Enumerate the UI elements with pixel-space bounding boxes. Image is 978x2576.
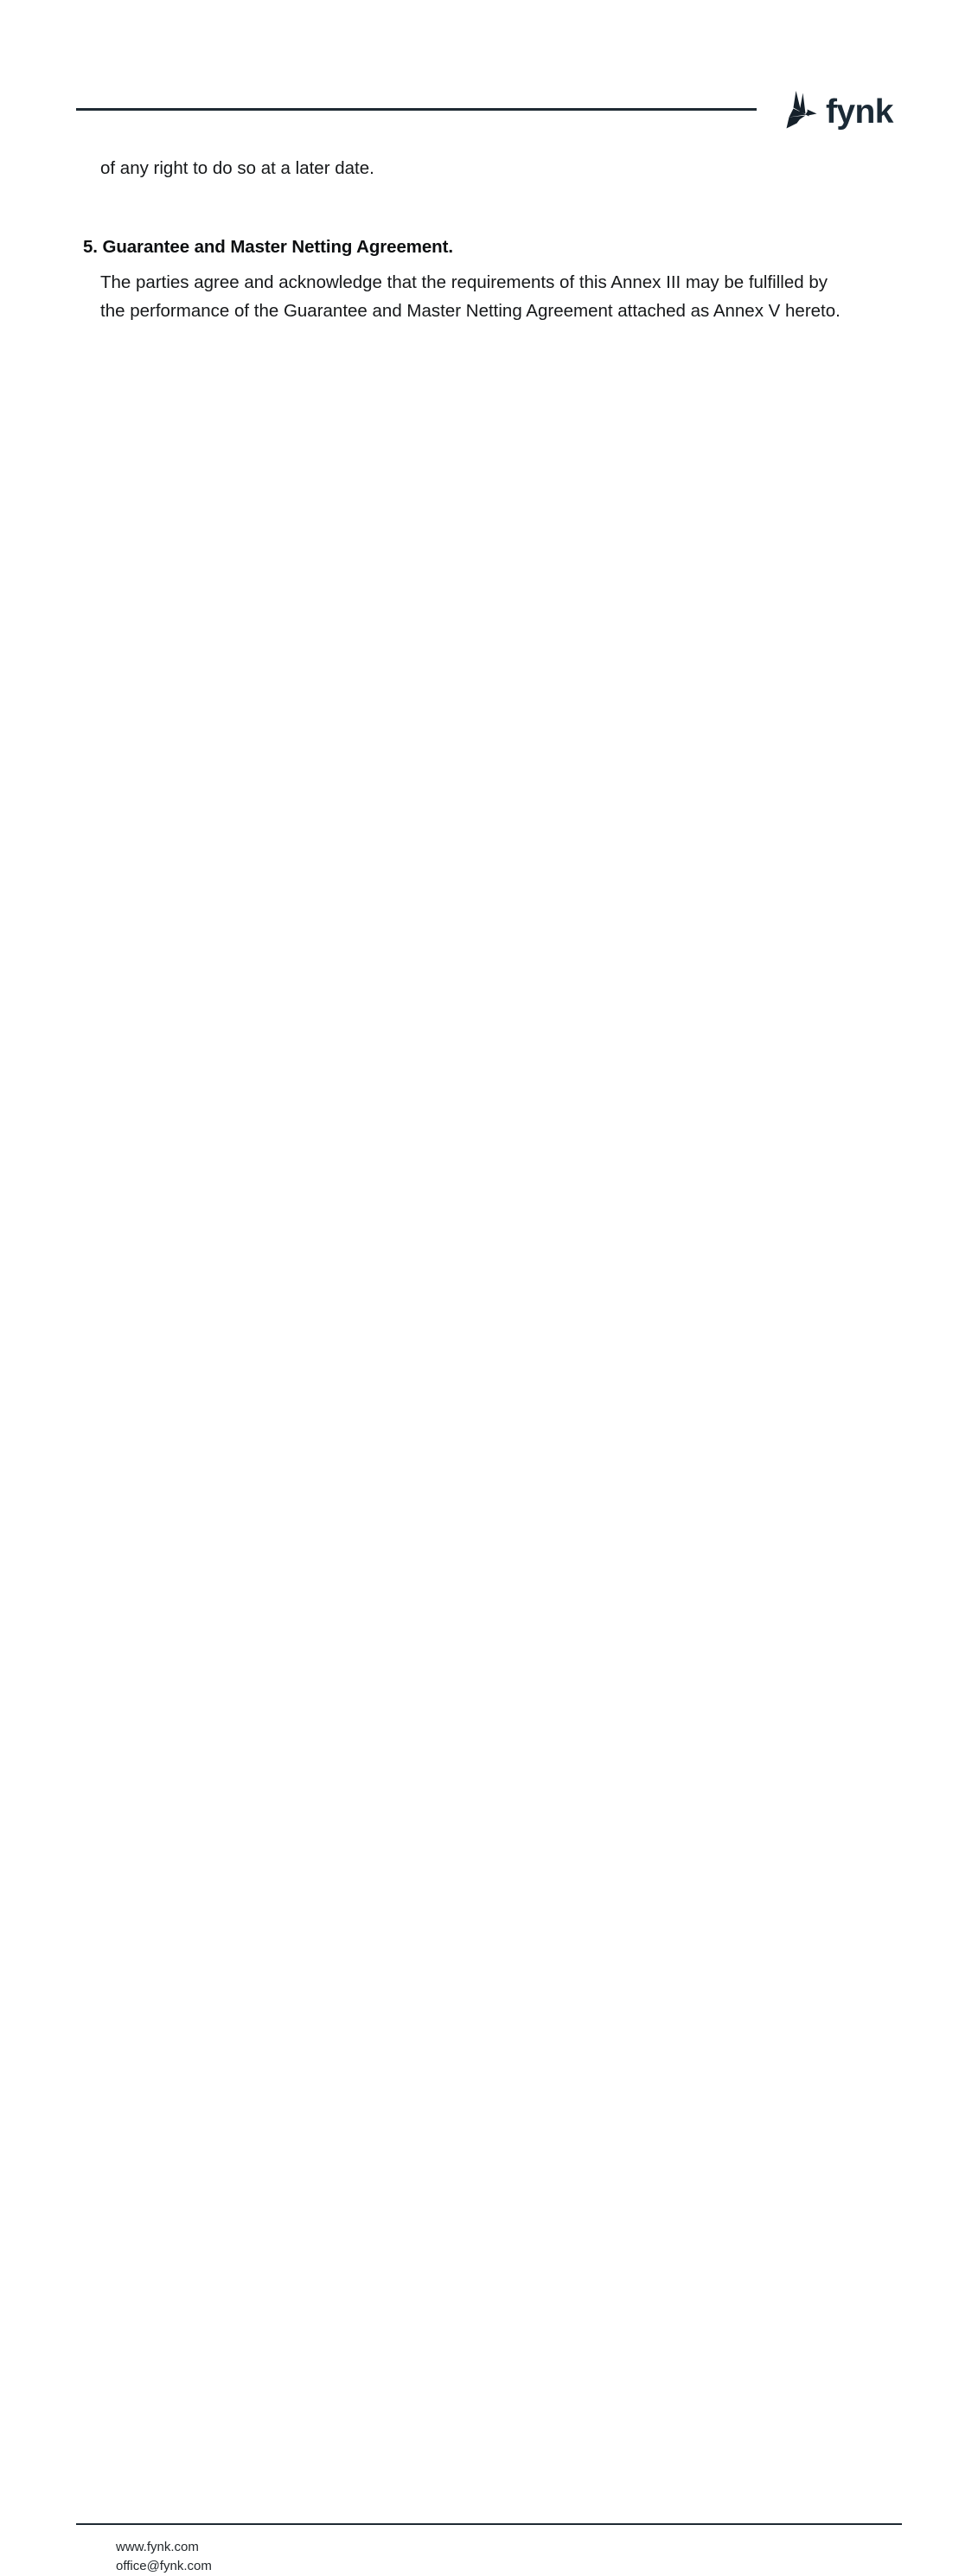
page-footer	[0, 1237, 978, 2573]
footer-website[interactable]: www.fynk.com	[116, 2540, 199, 2554]
page-header	[0, 0, 978, 138]
brand-logo	[778, 86, 891, 135]
section-heading: 5. Guarantee and Master Netting Agreement.	[83, 237, 453, 257]
footer-email[interactable]: office@fynk.com	[116, 2559, 212, 2573]
fynk-bird-logo-icon	[778, 90, 818, 131]
footer-divider	[76, 2523, 902, 2525]
section-body	[100, 268, 877, 325]
section-body-line: the performance of the Guarantee and Master Netting Agreement attached as Annex V hereto.	[100, 301, 841, 321]
footer-contact	[116, 2538, 212, 2576]
section-body-line: The parties agree and acknowledge that the requirements of this Annex III may be fulfilled by	[100, 272, 828, 292]
header-divider	[76, 108, 757, 111]
brand-wordmark: fynk	[826, 93, 893, 131]
continued-paragraph: of any right to do so at a later date.	[100, 157, 374, 178]
